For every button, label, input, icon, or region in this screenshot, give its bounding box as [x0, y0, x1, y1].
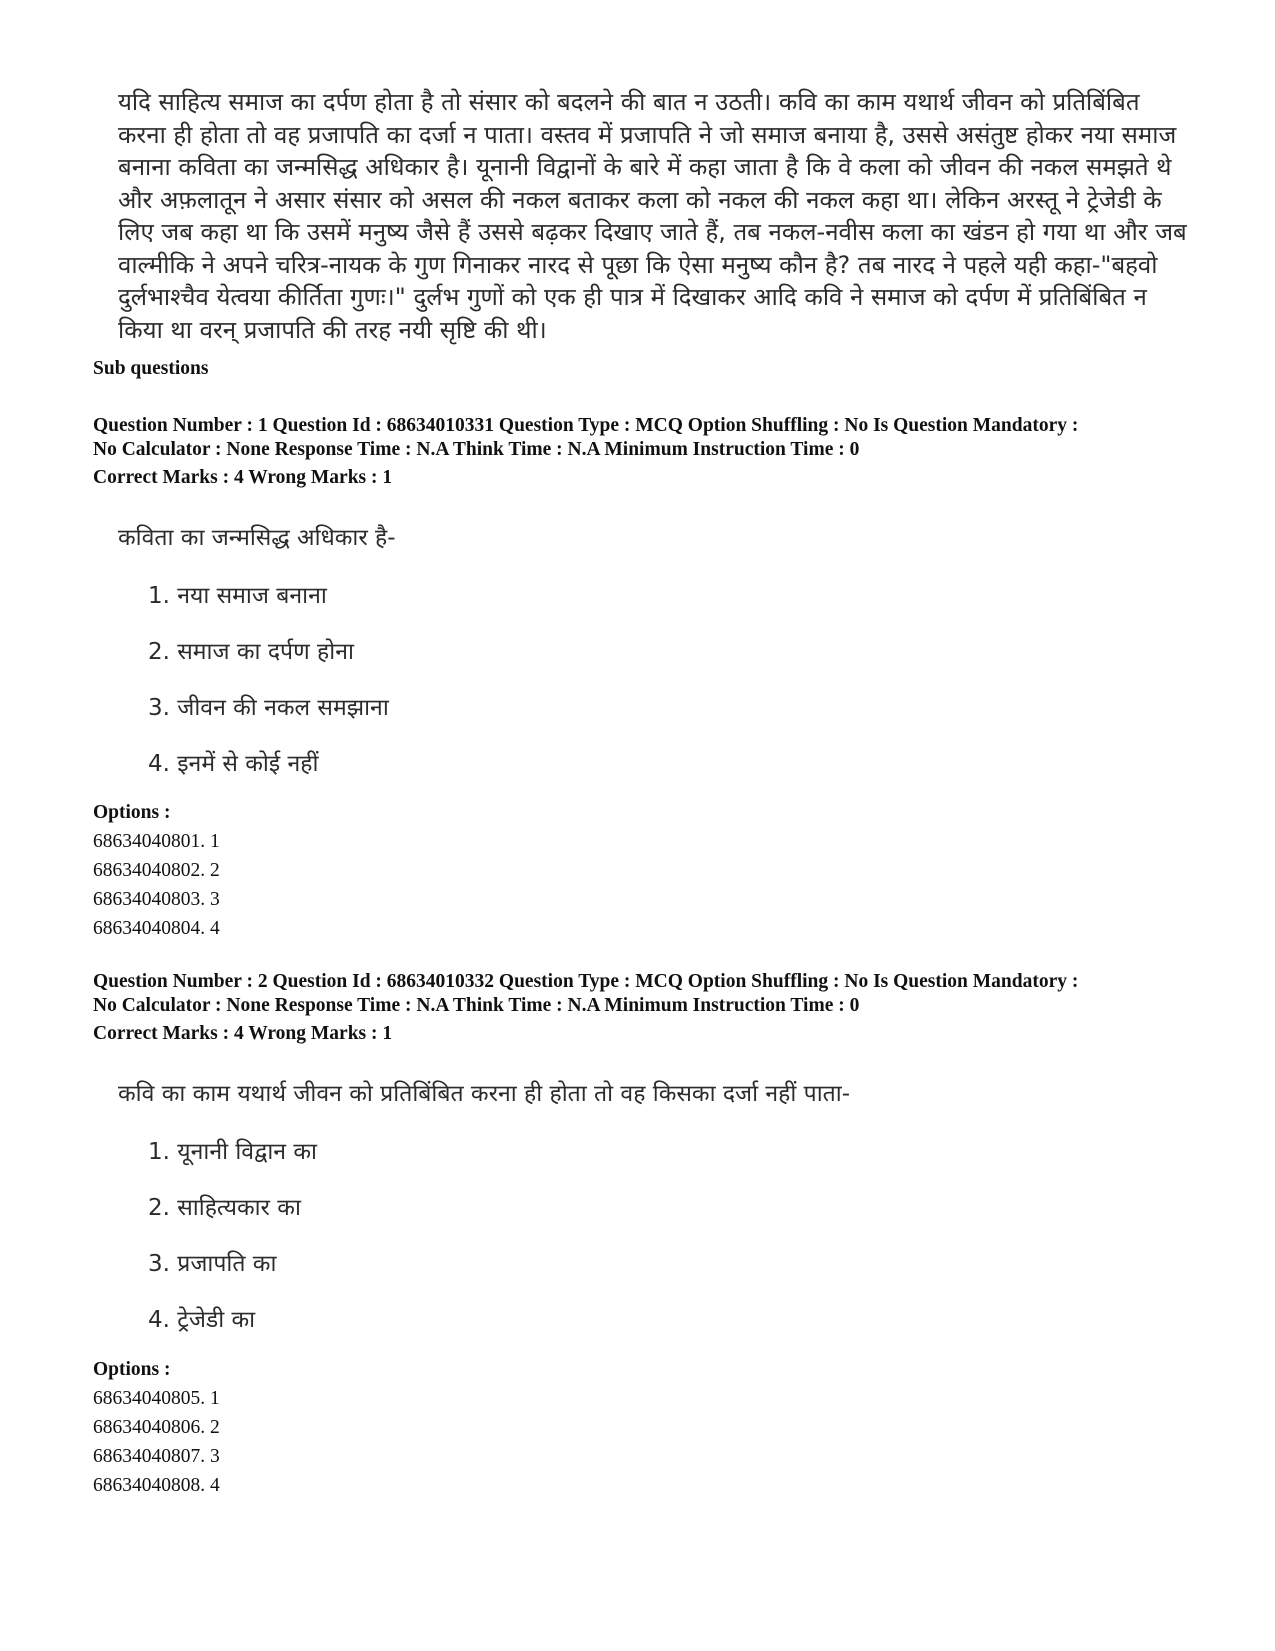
question-meta-line-1: Question Number : 2 Question Id : 68634010332 Question Type : MCQ Option Shuffling : No Is Question Mandatory :	[93, 971, 1079, 992]
question-stem: कवि का काम यथार्थ जीवन को प्रतिबिंबित करना ही होता तो वह किसका दर्जा नहीं पाता-	[118, 1081, 851, 1107]
answer-choice: 1. यूनानी विद्वान का	[148, 1139, 317, 1165]
option-id: 68634040802. 2	[93, 860, 220, 881]
option-id: 68634040804. 4	[93, 918, 220, 939]
answer-choice: 3. प्रजापति का	[148, 1251, 277, 1277]
sub-questions-heading: Sub questions	[93, 358, 209, 379]
options-label: Options :	[93, 1359, 171, 1380]
option-id: 68634040805. 1	[93, 1388, 220, 1409]
question-marks: Correct Marks : 4 Wrong Marks : 1	[93, 1023, 393, 1044]
options-label: Options :	[93, 802, 171, 823]
question-marks: Correct Marks : 4 Wrong Marks : 1	[93, 467, 393, 488]
answer-choice: 1. नया समाज बनाना	[148, 583, 327, 609]
option-id: 68634040803. 3	[93, 889, 220, 910]
question-meta-line-1: Question Number : 1 Question Id : 68634010331 Question Type : MCQ Option Shuffling : No Is Question Mandatory :	[93, 415, 1079, 436]
answer-choice: 3. जीवन की नकल समझाना	[148, 695, 389, 721]
question-stem: कविता का जन्मसिद्ध अधिकार है-	[118, 525, 396, 551]
answer-choice: 4. इनमें से कोई नहीं	[148, 751, 319, 777]
option-id: 68634040806. 2	[93, 1417, 220, 1438]
question-meta-line-2: No Calculator : None Response Time : N.A Think Time : N.A Minimum Instruction Time : 0	[93, 995, 860, 1016]
option-id: 68634040808. 4	[93, 1475, 220, 1496]
option-id: 68634040801. 1	[93, 831, 220, 852]
passage-text: यदि साहित्य समाज का दर्पण होता है तो संसार को बदलने की बात न उठती। कवि का काम यथार्थ जीवन को प्रतिबिंबित करना ही होता तो वह प्रजापति का दर्जा न पाता। वस्तव में प्रजापति ने जो समाज बनाया है, उससे असंतुष्ट होकर नया समाज बनाना कविता का जन्मसिद्ध अधिकार है। यूनानी विद्वानों के बारे में कहा जाता है कि वे कला को जीवन की नकल समझते थे और अफ़लातून ने असार संसार को असल की नकल बताकर कला को नकल की नकल कहा था। लेकिन अरस्तू ने ट्रेजेडी के लिए जब कहा था कि उसमें मनुष्य जैसे हैं उससे बढ़कर दिखाए जाते हैं, तब नकल-नवीस कला का खंडन हो गया था और जब वाल्मीकि ने अपने चरित्र-नायक के गुण गिनाकर नारद से पूछा कि ऐसा मनुष्य कौन है? तब नारद ने पहले यही कहा-"बहवो दुर्लभाश्चैव येत्वया कीर्तिता गुणः।" दुर्लभ गुणों को एक ही पात्र में दिखाकर आदि कवि ने समाज को दर्पण में प्रतिबिंबित न किया था वरन् प्रजापति की तरह नयी सृष्टि की थी।	[118, 88, 1187, 344]
answer-choice: 4. ट्रेजेडी का	[148, 1307, 256, 1333]
answer-choice: 2. साहित्यकार का	[148, 1195, 301, 1221]
answer-choice: 2. समाज का दर्पण होना	[148, 639, 354, 665]
option-id: 68634040807. 3	[93, 1446, 220, 1467]
question-meta-line-2: No Calculator : None Response Time : N.A Think Time : N.A Minimum Instruction Time : 0	[93, 439, 860, 460]
